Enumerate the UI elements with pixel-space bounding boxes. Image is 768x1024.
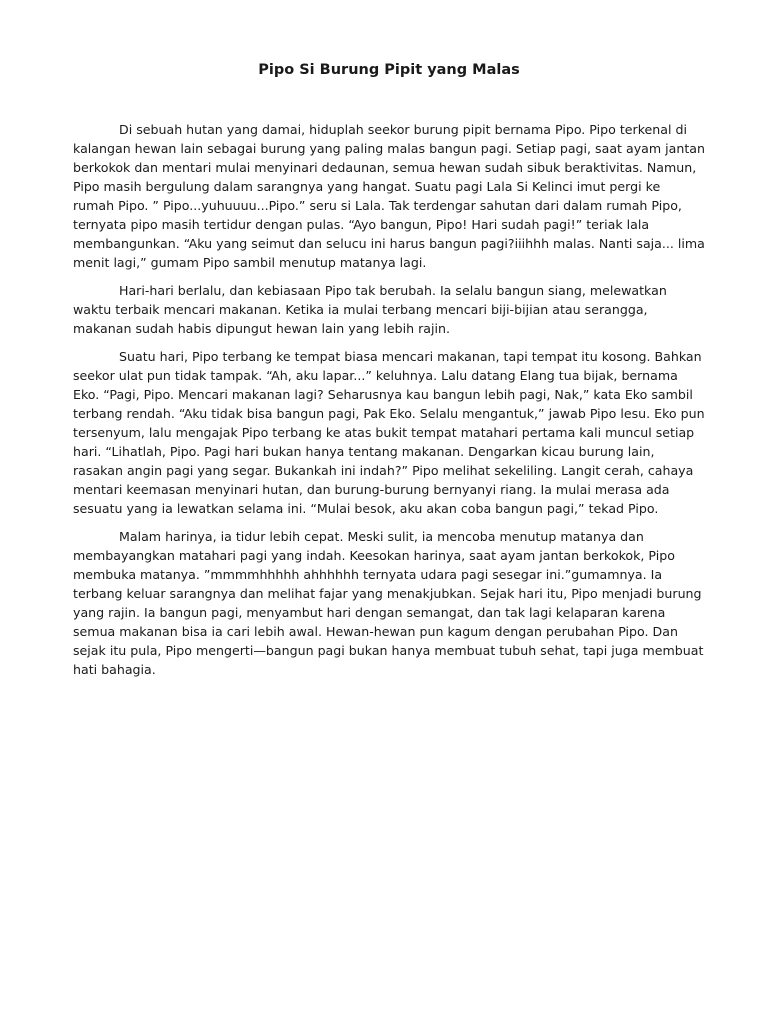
paragraph-1: Di sebuah hutan yang damai, hiduplah seekor burung pipit bernama Pipo. Pipo terkenal di kalangan hewan lain sebagai burung yang paling malas bangun pagi. Setiap pagi, saat ayam jantan berkokok dan mentari mulai menyinari dedaunan, semua hewan sudah sibuk beraktivitas. Namun, Pipo masih bergulung dalam sarangnya yang hangat. Suatu pagi Lala Si Kelinci imut pergi ke rumah Pipo. ” Pipo...yuhuuuu...Pipo.” seru si Lala. Tak terdengar sahutan dari dalam rumah Pipo, ternyata pipo masih tertidur dengan pulas. “Ayo bangun, Pipo! Hari sudah pagi!” teriak lala membangunkan. “Aku yang seimut dan selucu ini harus bangun pagi?iiihhh malas. Nanti saja... lima menit lagi,” gumam Pipo sambil menutup matanya lagi. [73,122,705,270]
paragraph-4: Malam harinya, ia tidur lebih cepat. Meski sulit, ia mencoba menutup matanya dan membayangkan matahari pagi yang indah. Keesokan harinya, saat ayam jantan berkokok, Pipo membuka matanya. ”mmmmhhhhh ahhhhhh ternyata udara pagi sesegar ini.”gumamnya. Ia terbang keluar sarangnya dan melihat fajar yang menakjubkan. Sejak hari itu, Pipo menjadi burung yang rajin. Ia bangun pagi, menyambut hari dengan semangat, dan tak lagi kelaparan karena semua makanan bisa ia cari lebih awal. Hewan-hewan pun kagum dengan perubahan Pipo. Dan sejak itu pula, Pipo mengerti—bangun pagi bukan hanya membuat tubuh sehat, tapi juga membuat hati bahagia. [73,529,704,677]
document-page [73,62,705,688]
paragraph-2: Hari-hari berlalu, dan kebiasaan Pipo tak berubah. Ia selalu bangun siang, melewatkan waktu terbaik mencari makanan. Ketika ia mulai terbang mencari biji-bijian atau serangga, makanan sudah habis dipungut hewan lain yang lebih rajin. [73,283,667,336]
paragraph-3: Suatu hari, Pipo terbang ke tempat biasa mencari makanan, tapi tempat itu kosong. Bahkan seekor ulat pun tidak tampak. “Ah, aku lapar...” keluhnya. Lalu datang Elang tua bijak, bernama Eko. “Pagi, Pipo. Mencari makanan lagi? Seharusnya kau bangun lebih pagi, Nak,” kata Eko sambil terbang rendah. “Aku tidak bisa bangun pagi, Pak Eko. Selalu mengantuk,” jawab Pipo lesu. Eko pun tersenyum, lalu mengajak Pipo terbang ke atas bukit tempat matahari pertama kali muncul setiap hari. “Lihatlah, Pipo. Pagi hari bukan hanya tentang makanan. Dengarkan kicau burung lain, rasakan angin pagi yang segar. Bukankah ini indah?” Pipo melihat sekeliling. Langit cerah, cahaya mentari keemasan menyinari hutan, dan burung-burung bernyanyi riang. Ia mulai merasa ada sesuatu yang ia lewatkan selama ini. “Mulai besok, aku akan coba bangun pagi,” tekad Pipo. [73,349,705,516]
document-title: Pipo Si Burung Pipit yang Malas [258,62,520,78]
